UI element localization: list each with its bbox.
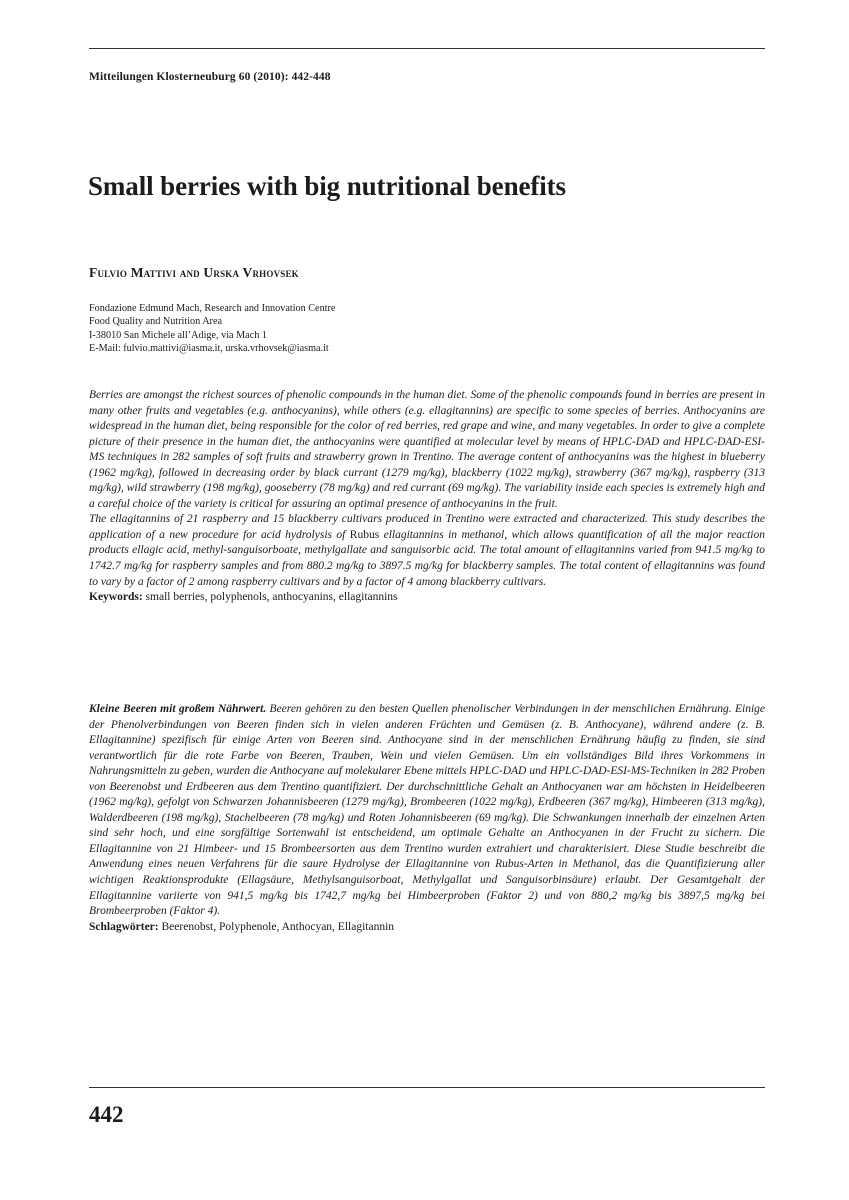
abstract-paragraph: Berries are amongst the richest sources of phenolic compounds in the human diet. Some of the phenolic compounds found in berries are present in many other fruits and vegetables (e.g. anthocyanins), while others (e.g. ellagitannins) are specific to some species of berries. Anthocyanins are widespread in the human diet, being responsible for the color of red berries, red grape and wine, and many vegetables. In order to give a complete picture of their presence in the human diet, the anthocyanins were quantified at molecular level by means of HPLC-DAD and HPLC-DAD-ESI-MS techniques in 282 samples of soft fruits and strawberry grown in Trentino. The average content of anthocyanins was the highest in blueberry (1962 mg/kg), followed in decreasing order by black currant (1279 mg/kg), blackberry (1022 mg/kg), strawberry (367 mg/kg), raspberry (313 mg/kg), wild strawberry (198 mg/kg), gooseberry (78 mg/kg) and red currant (69 mg/kg). The variability inside each species is extremely high and a careful choice of the variety is critical for assuring an optimal presence of anthocyanins in the fruit. xyxy=(89,389,765,510)
abstract-text: Beeren gehören zu den besten Quellen phenolischer Verbindungen in der menschlichen Ernährung. Einige der Phenolverbindungen von Beeren finden sich in vielen anderen Früchten und Gemüsen (z. B. Anthocyane), während andere (z. B. Ellagitannine) spezifisch für einige Arten von Beeren sind. Anthocyane sind in der menschlichen Ernährung häufig zu finden, sie sind verantwortlich für die rote Farbe von Beeren, Trauben, Wein und vielen Gemüsen. Um ein vollständiges Bild ihres Vorkommens in Nahrungsmitteln zu geben, wurden die Anthocyane auf molekularer Ebene mittels HPLC-DAD und HPLC-DAD-ESI-MS-Techniken in 282 Proben von Beerenobst und Erdbeeren aus dem Trentino quantifiziert. Der durchschnittliche Gehalt an Anthocyanen war am höchsten in Heidelbeeren (1962 mg/kg), gefolgt von Schwarzen Johannisbeeren (1279 mg/kg), Brombeeren (1022 mg/kg), Erdbeeren (367 mg/kg), Himbeeren (313 mg/kg), Walderdbeeren (198 mg/kg), Stachelbeeren (78 mg/kg) und Roten Johannisbeeren (69 mg/kg). Die Schwankungen innerhalb der einzelnen Arten sind sehr hoch, und eine sorgfältige Sortenwahl ist entscheidend, um optimale Gehalte an Anthocyanen in der Frucht zu sichern. Die Ellagitannine von 21 Himbeer- und 15 Brombeersorten aus dem Trentino wurden extrahiert und charakterisiert. Diese Studie beschreibt die Anwendung eines neuen Verfahrens für die saure Hydrolyse der Ellagitannine von Rubus-Arten in Methanol, das die Quantifizierung aller wichtigen Reaktionsprodukte (Ellagsäure, Methylsanguisorboat, Methylgallat und Sanguisorbinsäure) erlaubt. Der Gesamtgehalt der Ellagitannine variierte von 941,5 mg/kg bis 1742,7 mg/kg bei Himbeerproben (Faktor 2) und von 880,2 mg/kg bis 3897,5 mg/kg bei Brombeerproben (Faktor 4). xyxy=(89,703,766,918)
article-authors: Fulvio Mattivi and Urska Vrhovsek xyxy=(89,265,299,280)
abstract-text: ellagitannins in methanol, which allows quantification of all the major reaction products ellagic acid, methyl-sanguisorboate, methylgallate and sanguisorbic acid. The total amount of ellagitannins varied from 941.5 mg/kg to 1742.7 mg/kg for raspberry samples and from 880.2 mg/kg to 3897.5 mg/kg for blackberry samples. The total content of ellagitannins was found to vary by a factor of 2 among raspberry cultivars and by a factor of 4 among blackberry cultivars. xyxy=(89,528,766,588)
journal-reference: Mitteilungen Klosterneuburg 60 (2010): 442-448 xyxy=(89,71,331,83)
author-affiliation xyxy=(89,302,335,355)
genus-name: Rubus xyxy=(349,528,380,541)
german-abstract-heading: Kleine Beeren mit großem Nährwert. xyxy=(89,703,267,715)
article-title: Small berries with big nutritional benefits xyxy=(88,171,566,201)
keywords xyxy=(89,590,765,606)
abstract-english xyxy=(89,388,765,606)
affiliation-line: Fondazione Edmund Mach, Research and Innovation Centre xyxy=(89,303,336,314)
affiliation-email: E-Mail: fulvio.mattivi@iasma.it, urska.vrhovsek@iasma.it xyxy=(89,342,329,354)
keywords-list: small berries, polyphenols, anthocyanins, ellagitannins xyxy=(145,591,398,604)
page-number: 442 xyxy=(89,1102,124,1127)
keywords xyxy=(89,920,765,936)
abstract-paragraph xyxy=(89,702,765,920)
keywords-list: Beerenobst, Polyphenole, Anthocyan, Ellagitannin xyxy=(161,920,395,933)
keywords-label: Keywords: xyxy=(89,591,143,604)
top-rule xyxy=(89,48,765,49)
abstract-paragraph xyxy=(89,512,765,590)
abstract-text: The ellagitannins of 21 raspberry and 15 blackberry cultivars produced in Trentino were extracted and characterized. This study describes the application of a new procedure for acid hydrolysis of xyxy=(89,513,765,541)
affiliation-line: I-38010 San Michele all’Adige, via Mach 1 xyxy=(89,329,267,341)
abstract-german xyxy=(89,702,765,935)
affiliation-line: Food Quality and Nutrition Area xyxy=(89,316,222,328)
bottom-rule xyxy=(89,1087,765,1088)
keywords-label: Schlagwörter: xyxy=(89,920,159,933)
